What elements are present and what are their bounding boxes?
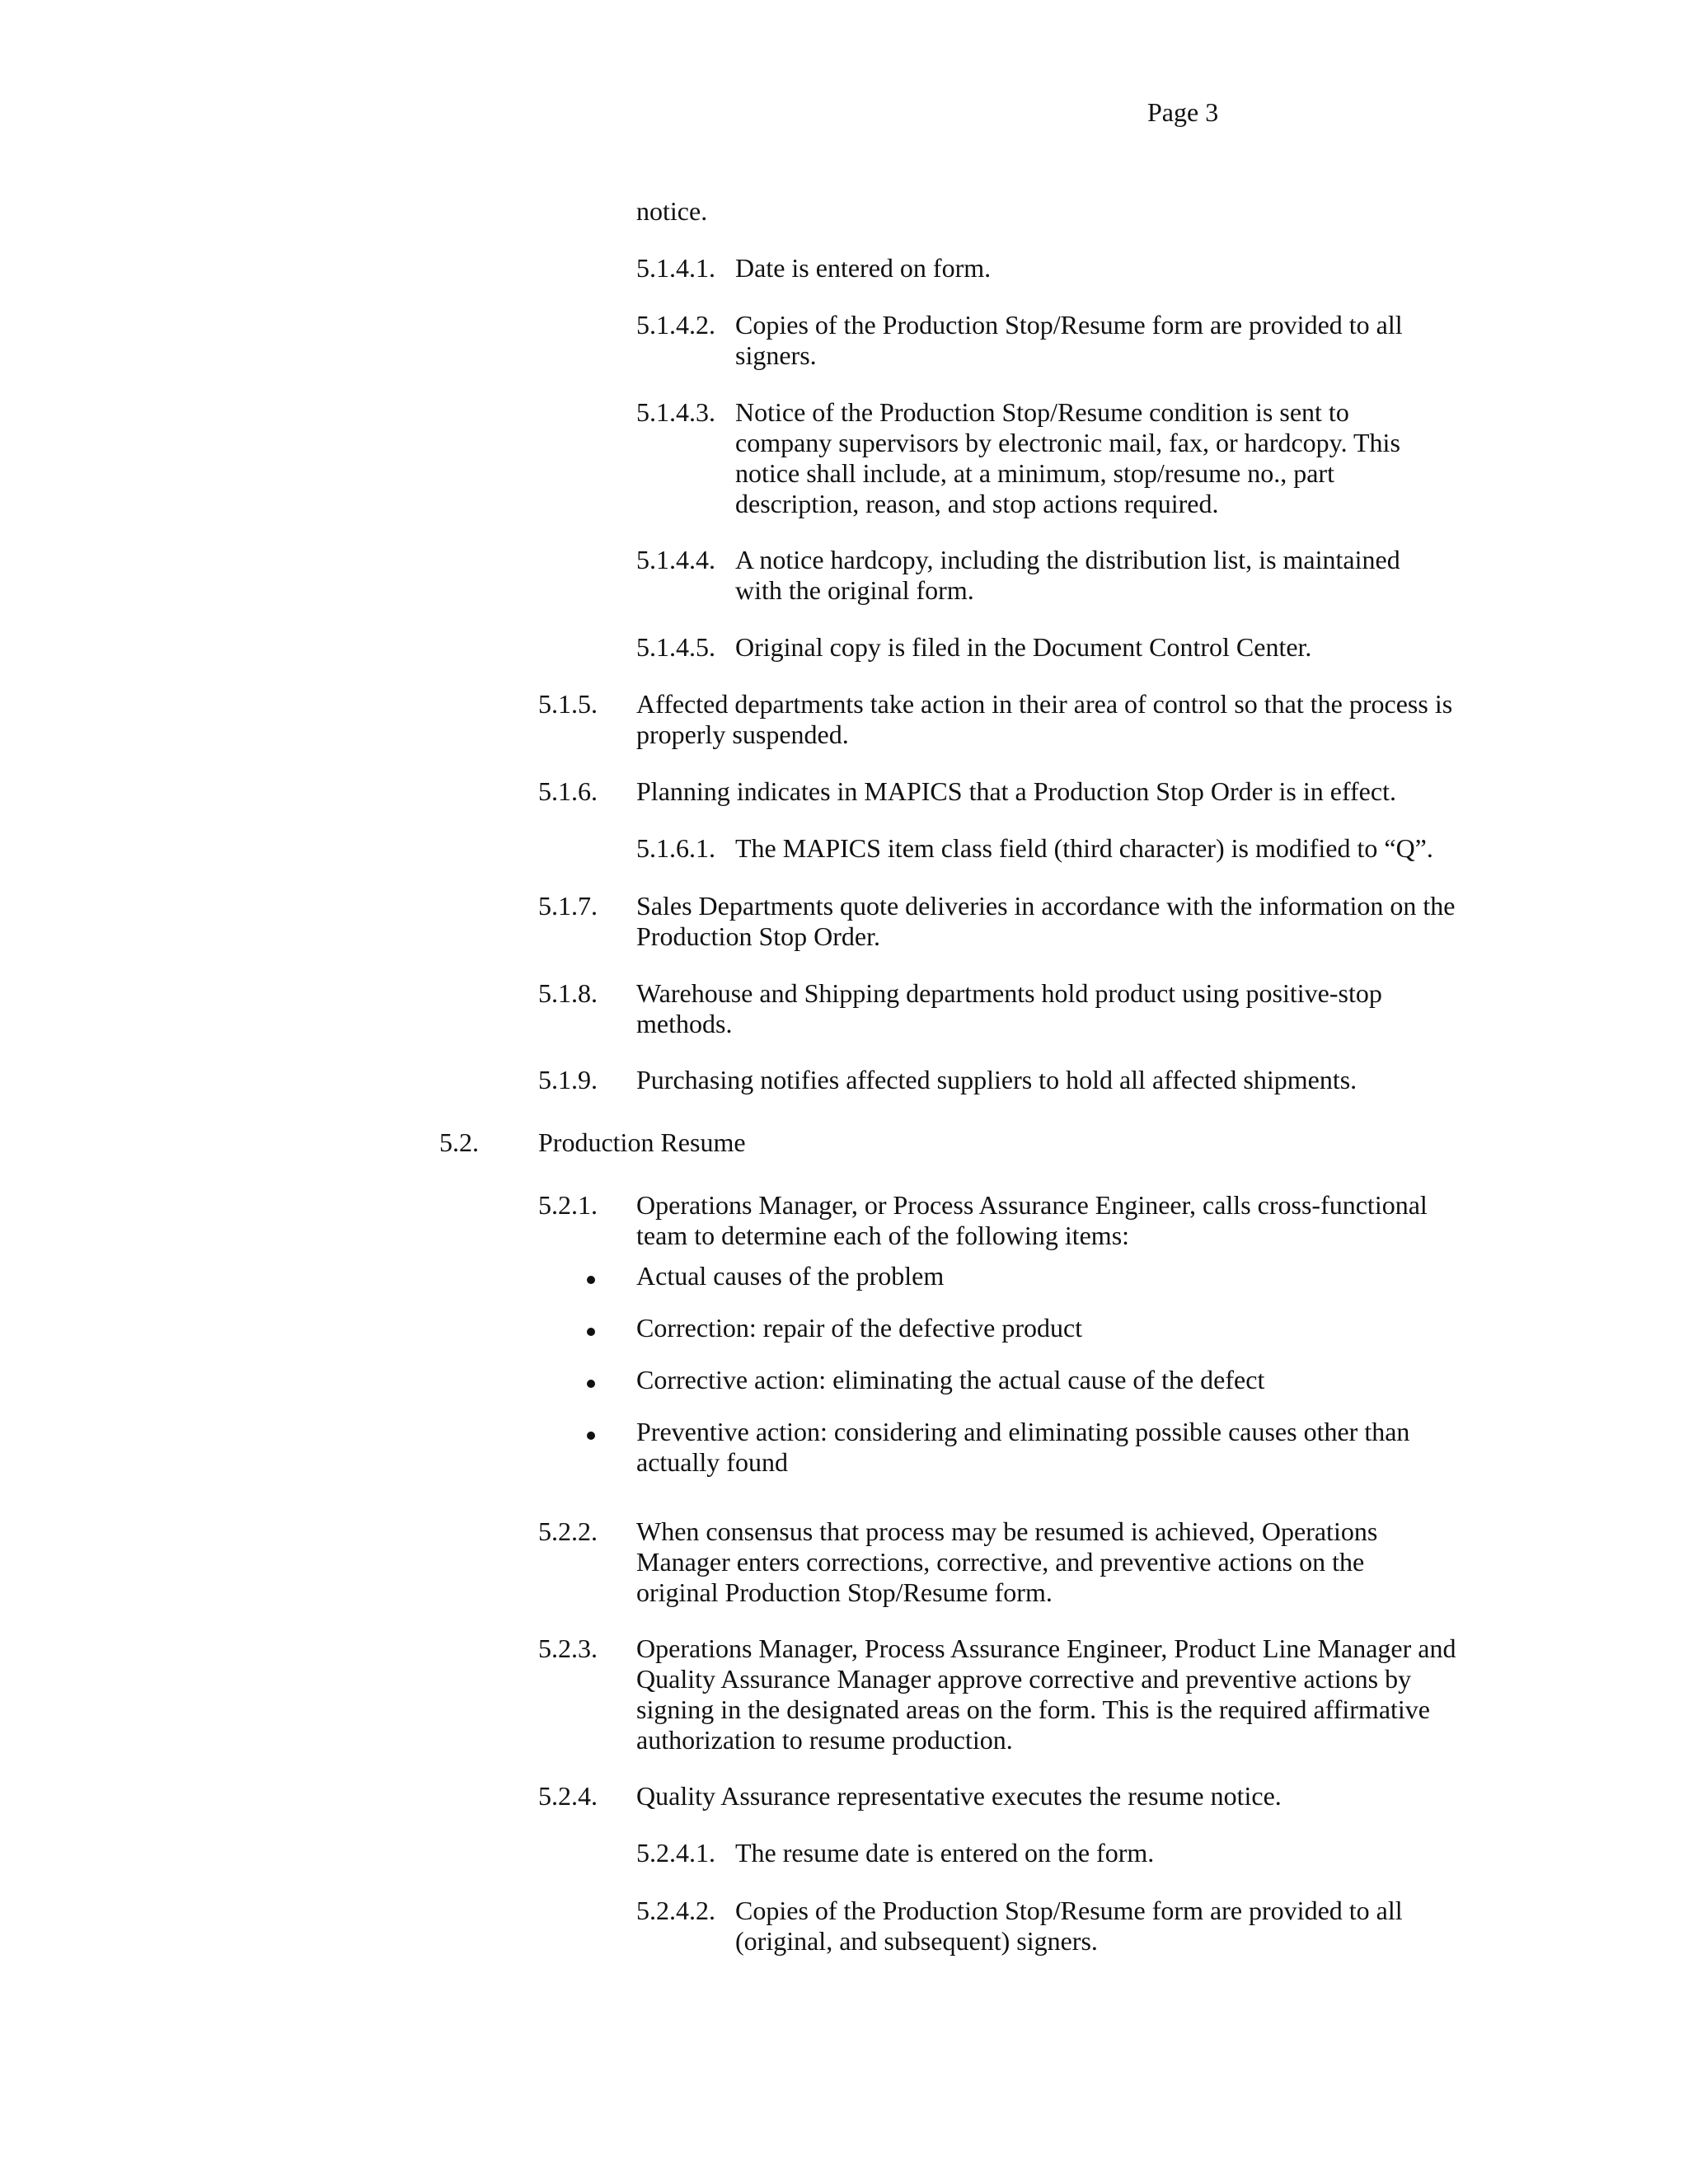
clause-number: 5.1.7. <box>538 891 598 921</box>
section-5-2-heading <box>439 1127 1181 1158</box>
clause-text: Date is entered on form. <box>735 253 992 283</box>
clause-number: 5.2.4.1. <box>636 1838 715 1868</box>
clause-5-2-1 <box>538 1190 1474 1251</box>
clause-5-1-6-1 <box>636 833 1493 864</box>
clause-number: 5.1.6.1. <box>636 833 715 863</box>
clause-5-1-4-2 <box>636 310 1428 371</box>
clause-number: 5.2.3. <box>538 1633 598 1663</box>
page-number: Page 3 <box>1147 97 1219 127</box>
clause-5-1-4-1 <box>636 253 1485 284</box>
clause-number: 5.2.4. <box>538 1781 598 1811</box>
clause-text: A notice hardcopy, including the distribution list, is maintained with the original form. <box>735 545 1400 605</box>
clause-number: 5.1.9. <box>538 1065 598 1094</box>
clause-5-1-6 <box>538 776 1486 807</box>
clause-5-1-4-4 <box>636 545 1428 606</box>
clause-5-2-4-2 <box>636 1896 1428 1957</box>
clause-number: 5.1.4.3. <box>636 397 715 427</box>
clause-text: Copies of the Production Stop/Resume form are provided to all (original, and subsequent) signers. <box>735 1896 1403 1956</box>
clause-number: 5.1.5. <box>538 689 598 719</box>
clause-text: When consensus that process may be resumed is achieved, Operations Manager enters corrections, corrective, and preventive actions on the original Production Stop/Resume form. <box>636 1516 1378 1607</box>
clause-text: Original copy is filed in the Document Control Center. <box>735 632 1312 662</box>
clause-text: The MAPICS item class field (third character) is modified to “Q”. <box>735 833 1433 863</box>
clause-5-1-7 <box>538 891 1470 952</box>
clause-number: 5.1.4.4. <box>636 545 715 574</box>
clause-text: Quality Assurance representative executes the resume notice. <box>636 1781 1282 1811</box>
clause-text: Affected departments take action in their area of control so that the process is properly suspended. <box>636 689 1453 749</box>
clause-number: 5.1.8. <box>538 978 598 1008</box>
bullet-item: Corrective action: eliminating the actual cause of the defect <box>636 1365 1265 1394</box>
clause-text: The resume date is entered on the form. <box>735 1838 1155 1868</box>
clause-text: Planning indicates in MAPICS that a Production Stop Order is in effect. <box>636 776 1396 806</box>
bullet-dot <box>587 1380 595 1388</box>
clause-5-1-5 <box>538 689 1470 750</box>
clause-text: Copies of the Production Stop/Resume form are provided to all signers. <box>735 310 1403 370</box>
clause-number: 5.2.1. <box>538 1190 598 1220</box>
bullet-dot <box>587 1276 595 1284</box>
bullet-dot <box>587 1328 595 1336</box>
continuation-text: notice. <box>636 196 708 226</box>
clause-text: Warehouse and Shipping departments hold product using positive-stop methods. <box>636 978 1382 1038</box>
clause-text: Sales Departments quote deliveries in accordance with the information on the Production Stop Order. <box>636 891 1456 951</box>
clause-5-2-4-1 <box>636 1838 1485 1868</box>
clause-text: Operations Manager, Process Assurance Engineer, Product Line Manager and Quality Assurance Manager approve corrective and preventive actions by signing in the designated areas on the form. This is the required affirmative authorization to resume production. <box>636 1633 1456 1755</box>
bullet-item: Preventive action: considering and eliminating possible causes other than actually found <box>636 1417 1410 1477</box>
clause-number: 5.1.4.1. <box>636 253 715 283</box>
clause-5-1-8 <box>538 978 1453 1039</box>
clause-number: 5.1.4.2. <box>636 310 715 340</box>
clause-5-1-4-3 <box>636 397 1428 519</box>
clause-5-2-2 <box>538 1516 1437 1608</box>
section-title: Production Resume <box>538 1127 746 1157</box>
clause-5-1-9 <box>538 1065 1486 1095</box>
clause-number: 5.1.6. <box>538 776 598 806</box>
section-number: 5.2. <box>439 1127 479 1157</box>
clause-number: 5.2.4.2. <box>636 1896 715 1925</box>
clause-5-1-4-5 <box>636 632 1485 663</box>
clause-5-2-4 <box>538 1781 1486 1811</box>
bullet-item: Correction: repair of the defective product <box>636 1313 1083 1343</box>
clause-number: 5.2.2. <box>538 1516 598 1546</box>
clause-number: 5.1.4.5. <box>636 632 715 662</box>
clause-text: Operations Manager, or Process Assurance Engineer, calls cross-functional team to determine each of the following items: <box>636 1190 1428 1250</box>
bullet-dot <box>587 1432 595 1440</box>
clause-5-2-3 <box>538 1633 1465 1755</box>
clause-text: Notice of the Production Stop/Resume condition is sent to company supervisors by electronic mail, fax, or hardcopy. This notice shall include, at a minimum, stop/resume no., part description, reason, and stop actions required. <box>735 397 1400 518</box>
bullet-item: Actual causes of the problem <box>636 1261 945 1291</box>
clause-text: Purchasing notifies affected suppliers to hold all affected shipments. <box>636 1065 1357 1094</box>
